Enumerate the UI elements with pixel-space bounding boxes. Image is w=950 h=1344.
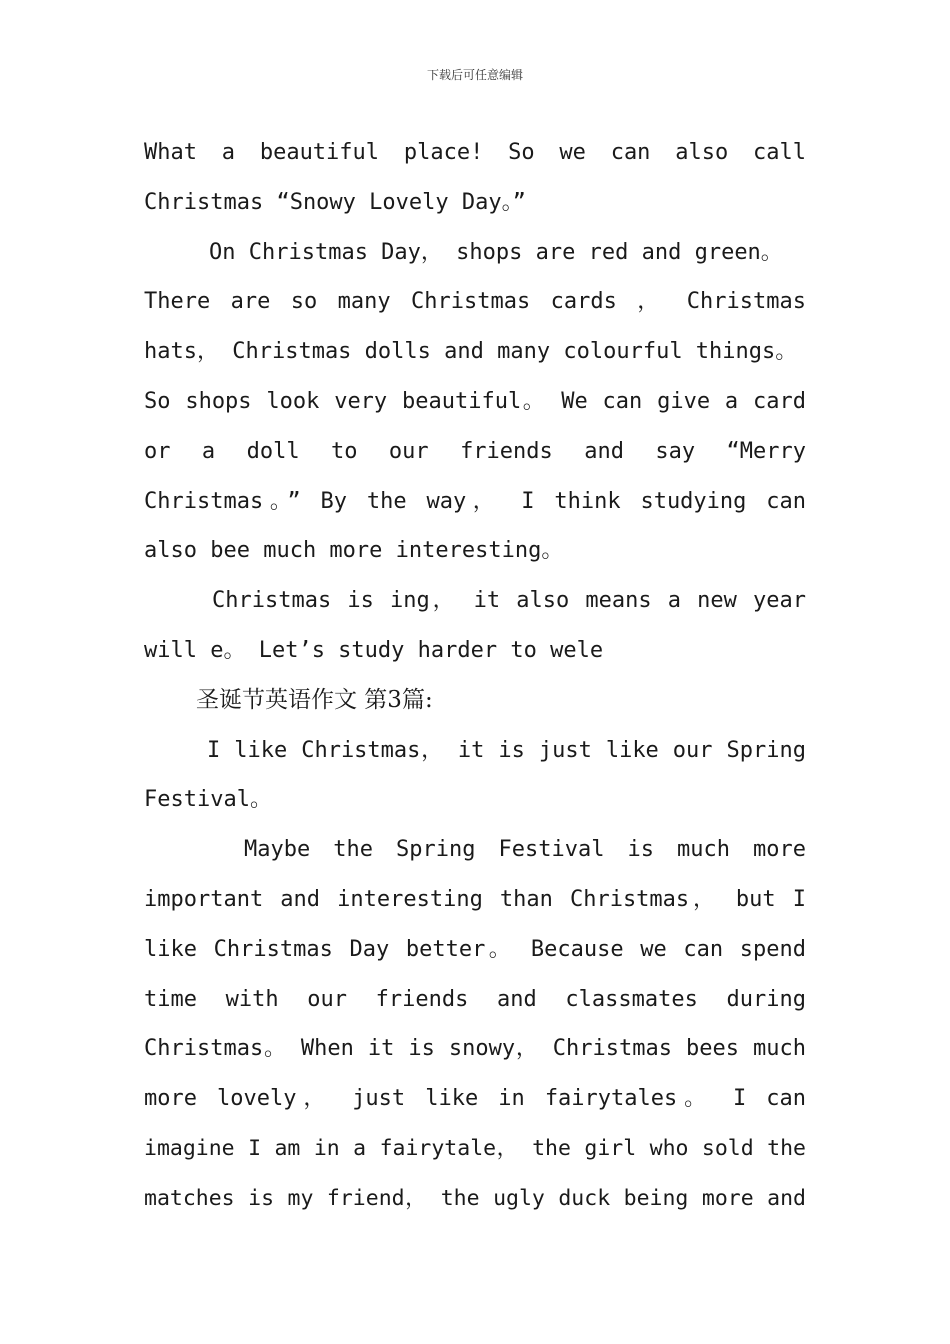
section-heading: 圣诞节英语作文 第3篇: — [196, 686, 433, 713]
text-line: hats， Christmas dolls and many colourful things。 — [144, 339, 798, 365]
text-line: matches is my friend， the ugly duck being more and — [144, 1185, 806, 1211]
text-line: more lovely， just like in fairytales。 I can — [144, 1086, 806, 1112]
text-line: On Christmas Day， shops are red and green。 — [209, 239, 783, 265]
document-body — [144, 128, 806, 1224]
text-line: There are so many Christmas cards ， Christmas — [144, 289, 806, 315]
text-line: I like Christmas， it is just like our Spring — [207, 737, 806, 763]
text-line: time with our friends and classmates during — [144, 986, 806, 1012]
page-header: 下载后可任意编辑 — [426, 68, 523, 82]
text-line: also bee much more interesting。 — [144, 538, 564, 564]
text-line: So shops look very beautiful。 We can give a card — [144, 388, 806, 414]
text-line: Christmas。” By the way， I think studying can — [144, 488, 806, 514]
text-line: will e。 Let’s study harder to wele — [144, 637, 604, 663]
text-line: Festival。 — [144, 787, 272, 813]
text-line: Christmas “Snowy Lovely Day。” — [144, 189, 526, 215]
text-line: or a doll to our friends and say “Merry — [144, 438, 806, 464]
text-line: What a beautiful place! So we can also call — [144, 140, 806, 165]
text-line: like Christmas Day better。 Because we can spend — [144, 936, 806, 962]
text-line: Maybe the Spring Festival is much more — [244, 837, 806, 863]
text-line: important and interesting than Christmas， but I — [144, 886, 806, 912]
text-line: Christmas。 When it is snowy， Christmas bees much — [144, 1036, 806, 1062]
text-line: Christmas is ing， it also means a new year — [212, 588, 806, 614]
text-line: imagine I am in a fairytale， the girl who sold the — [144, 1135, 806, 1161]
